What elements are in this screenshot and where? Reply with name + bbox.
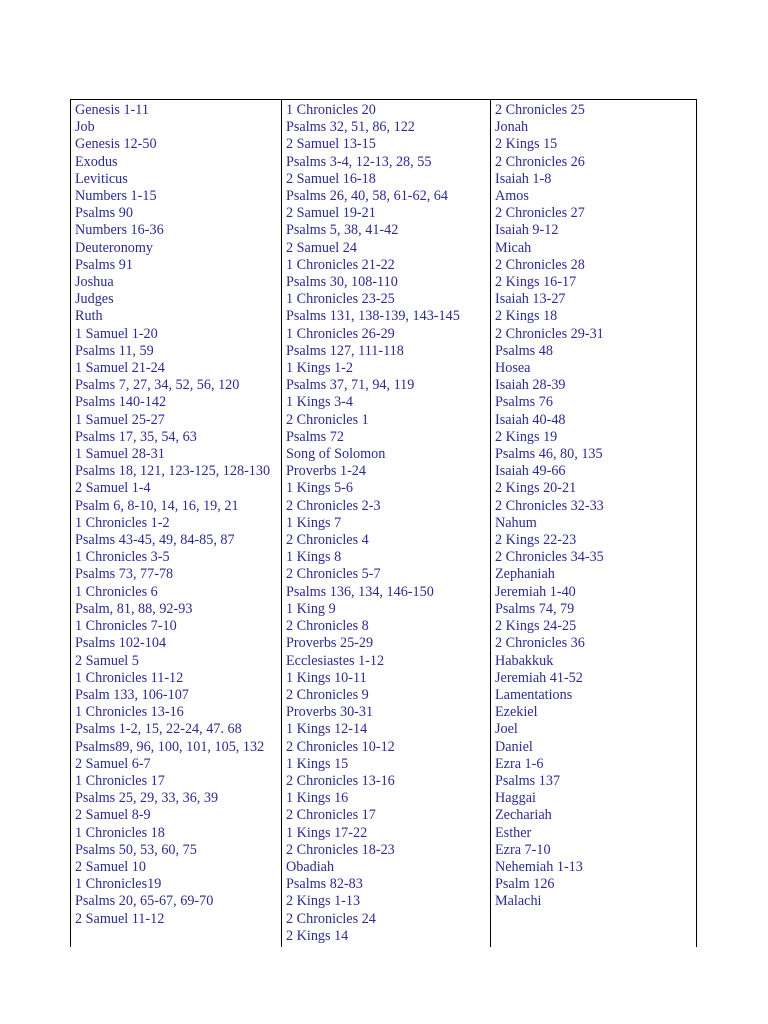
reading-entry: Song of Solomon (286, 446, 386, 463)
reading-entry: 1 Kings 3-4 (286, 394, 353, 411)
reading-entry: Jeremiah 1-40 (495, 583, 576, 600)
reading-entry: 1 Chronicles 6 (75, 583, 158, 600)
reading-entry: Psalms 3-4, 12-13, 28, 55 (286, 153, 432, 170)
reading-entry: Psalms 26, 40, 58, 61-62, 64 (286, 188, 448, 205)
reading-entry: 2 Kings 20-21 (495, 480, 577, 497)
reading-entry: 2 Chronicles 34-35 (495, 549, 604, 566)
reading-entry: 2 Chronicles 17 (286, 807, 376, 824)
reading-entry: Psalm 6, 8-10, 14, 16, 19, 21 (75, 497, 239, 514)
reading-entry: 1 Kings 16 (286, 790, 349, 807)
reading-entry: 1 Kings 7 (286, 514, 342, 531)
reading-entry: Ezekiel (495, 704, 538, 721)
reading-entry: 1 Kings 1-2 (286, 360, 353, 377)
reading-entry: Joshua (75, 274, 114, 291)
reading-entry: Psalms 50, 53, 60, 75 (75, 841, 197, 858)
reading-entry: Psalms 37, 71, 94, 119 (286, 377, 415, 394)
reading-entry: Psalms 72 (286, 428, 344, 445)
reading-entry: Psalms 7, 27, 34, 52, 56, 120 (75, 377, 240, 394)
reading-entry: Psalms 73, 77-78 (75, 566, 174, 583)
reading-entry: Deuteronomy (75, 239, 154, 256)
reading-entry: 1 Chronicles 3-5 (75, 549, 170, 566)
reading-entry: Esther (495, 824, 532, 841)
reading-entry: Psalms 90 (75, 205, 133, 222)
reading-entry: 2 Kings 1-13 (286, 893, 361, 910)
reading-entry: 1 Chronicles 1-2 (75, 514, 170, 531)
reading-entry: Genesis 1-11 (75, 102, 149, 118)
reading-entry: 2 Samuel 19-21 (286, 205, 376, 222)
reading-entry: 2 Chronicles 28 (495, 256, 585, 273)
reading-entry: Ecclesiastes 1-12 (286, 652, 385, 669)
reading-entry: 2 Chronicles 24 (286, 910, 376, 927)
reading-entry: Numbers 1-15 (75, 188, 157, 205)
reading-entry: Psalm 133, 106-107 (75, 686, 189, 703)
reading-entry: 2 Samuel 13-15 (286, 136, 376, 153)
reading-entry: Nahum (495, 514, 537, 531)
reading-entry: 2 Chronicles 25 (495, 102, 585, 118)
reading-entry: Isaiah 1-8 (495, 170, 552, 187)
reading-entry: 2 Kings 18 (495, 308, 558, 325)
column-3 (490, 100, 696, 947)
reading-entry: 2 Chronicles 2-3 (286, 497, 381, 514)
reading-entry: 2 Samuel 5 (75, 652, 139, 669)
reading-entry: Psalms 137 (495, 772, 561, 789)
reading-entry: 2 Kings 22-23 (495, 532, 577, 549)
reading-entry: 2 Samuel 1-4 (75, 480, 151, 497)
reading-entry: Psalms 76 (495, 394, 553, 411)
reading-entry: Micah (495, 239, 532, 256)
reading-entry: Psalms 30, 108-110 (286, 274, 398, 291)
reading-entry: 1 Chronicles 23-25 (286, 291, 395, 308)
reading-entry: 2 Chronicles 26 (495, 153, 585, 170)
reading-entry: 2 Chronicles 13-16 (286, 772, 395, 789)
reading-entry: 1 Chronicles 7-10 (75, 618, 177, 635)
reading-entry: 2 Kings 19 (495, 428, 558, 445)
reading-entry: Jeremiah 41-52 (495, 669, 583, 686)
reading-entry: 2 Chronicles 10-12 (286, 738, 395, 755)
reading-entry: Psalms 131, 138-139, 143-145 (286, 308, 460, 325)
reading-entry: Daniel (495, 738, 533, 755)
reading-entry: Nehemiah 1-13 (495, 858, 583, 875)
reading-entry: 2 Chronicles 32-33 (495, 497, 604, 514)
reading-entry: Malachi (495, 893, 542, 910)
reading-entry: 2 Chronicles 8 (286, 618, 369, 635)
reading-entry: Jonah (495, 119, 529, 136)
reading-entry: Proverbs 25-29 (286, 635, 374, 652)
reading-entry: 2 Chronicles 29-31 (495, 325, 604, 342)
reading-entry: Judges (75, 291, 114, 308)
reading-entry: 2 Samuel 24 (286, 239, 357, 256)
reading-entry: Psalms 91 (75, 256, 133, 273)
reading-entry: 1 Chronicles19 (75, 876, 162, 893)
reading-entry: Habakkuk (495, 652, 554, 669)
reading-entry: 1 Chronicles 20 (286, 102, 376, 118)
reading-entry: 2 Kings 14 (286, 927, 349, 944)
reading-entry: 2 Chronicles 4 (286, 532, 369, 549)
reading-entry: Genesis 12-50 (75, 136, 157, 153)
reading-entry: Hosea (495, 360, 531, 377)
reading-entry: 1 Chronicles 17 (75, 772, 165, 789)
reading-entry: Psalms 82-83 (286, 876, 363, 893)
reading-entry: Proverbs 1-24 (286, 463, 366, 480)
reading-entry: Job (75, 119, 95, 136)
reading-entry: Isaiah 13-27 (495, 291, 566, 308)
reading-entry: 2 Samuel 16-18 (286, 170, 376, 187)
column-2 (281, 100, 490, 947)
reading-entry: Joel (495, 721, 518, 738)
reading-entry: Psalms 32, 51, 86, 122 (286, 119, 415, 136)
reading-entry: Psalms 17, 35, 54, 63 (75, 428, 197, 445)
reading-entry: Haggai (495, 790, 536, 807)
reading-entry: Psalms 43-45, 49, 84-85, 87 (75, 532, 235, 549)
reading-entry: 2 Samuel 6-7 (75, 755, 151, 772)
reading-entry: Isaiah 40-48 (495, 411, 566, 428)
reading-entry: Psalms 5, 38, 41-42 (286, 222, 399, 239)
reading-entry: 2 Chronicles 18-23 (286, 841, 395, 858)
reading-entry: Psalms 140-142 (75, 394, 167, 411)
reading-entry: Amos (495, 188, 529, 205)
reading-entry: Exodus (75, 153, 118, 170)
reading-entry: 2 Chronicles 36 (495, 635, 585, 652)
reading-entry: 1 Samuel 21-24 (75, 360, 165, 377)
reading-entry: Psalms 136, 134, 146-150 (286, 583, 434, 600)
reading-entry: 1 Kings 12-14 (286, 721, 368, 738)
reading-entry: 1 Chronicles 21-22 (286, 256, 395, 273)
reading-entry: 1 Chronicles 11-12 (75, 669, 184, 686)
reading-entry: Ruth (75, 308, 103, 325)
reading-entry: Zechariah (495, 807, 552, 824)
reading-entry: Psalms 74, 79 (495, 600, 575, 617)
reading-entry: Psalms 18, 121, 123-125, 128-130 (75, 463, 271, 480)
reading-entry: 2 Samuel 11-12 (75, 910, 165, 927)
reading-entry: Isaiah 49-66 (495, 463, 566, 480)
reading-entry: 2 Kings 24-25 (495, 618, 577, 635)
reading-entry: 1 Kings 15 (286, 755, 349, 772)
reading-entry: Psalms 46, 80, 135 (495, 446, 603, 463)
reading-entry: 2 Samuel 10 (75, 858, 146, 875)
reading-entry: 1 Samuel 1-20 (75, 325, 158, 342)
reading-entry: 1 Kings 5-6 (286, 480, 353, 497)
reading-entry: Ezra 1-6 (495, 755, 544, 772)
reading-entry: Ezra 7-10 (495, 841, 551, 858)
reading-entry: 1 Samuel 25-27 (75, 411, 165, 428)
reading-entry: Isaiah 9-12 (495, 222, 559, 239)
reading-entry: Psalms 1-2, 15, 22-24, 47. 68 (75, 721, 242, 738)
reading-entry: 2 Chronicles 27 (495, 205, 585, 222)
column-1 (71, 100, 281, 947)
reading-entry: 2 Chronicles 1 (286, 411, 369, 428)
reading-entry: 1 Chronicles 26-29 (286, 325, 395, 342)
reading-entry: Psalms 102-104 (75, 635, 167, 652)
reading-entry: Psalms 127, 111-118 (286, 342, 404, 359)
reading-entry: Proverbs 30-31 (286, 704, 374, 721)
reading-entry: Psalm, 81, 88, 92-93 (75, 600, 193, 617)
reading-entry: Psalms 25, 29, 33, 36, 39 (75, 790, 219, 807)
reading-entry: 1 Chronicles 18 (75, 824, 165, 841)
reading-entry: 2 Samuel 8-9 (75, 807, 151, 824)
reading-entry: Lamentations (495, 686, 573, 703)
reading-entry: Psalms 48 (495, 342, 553, 359)
reading-entry: 2 Kings 15 (495, 136, 558, 153)
reading-entry: 1 Samuel 28-31 (75, 446, 165, 463)
reading-entry: 1 Kings 10-11 (286, 669, 367, 686)
reading-plan-table (70, 99, 697, 947)
reading-entry: 2 Kings 16-17 (495, 274, 577, 291)
reading-entry: Psalms 11, 59 (75, 342, 154, 359)
reading-entry: Zephaniah (495, 566, 555, 583)
reading-entry: Isaiah 28-39 (495, 377, 566, 394)
reading-entry: Psalms 20, 65-67, 69-70 (75, 893, 214, 910)
reading-entry: 2 Chronicles 9 (286, 686, 369, 703)
reading-entry: Psalm 126 (495, 876, 555, 893)
reading-entry: 2 Chronicles 5-7 (286, 566, 381, 583)
reading-entry: 1 Chronicles 13-16 (75, 704, 184, 721)
reading-entry: Numbers 16-36 (75, 222, 164, 239)
reading-entry: Leviticus (75, 170, 128, 187)
reading-entry: 1 King 9 (286, 600, 336, 617)
reading-entry: Obadiah (286, 858, 335, 875)
reading-entry: Psalms89, 96, 100, 101, 105, 132 (75, 738, 265, 755)
reading-entry: 1 Kings 8 (286, 549, 342, 566)
reading-entry: 1 Kings 17-22 (286, 824, 368, 841)
